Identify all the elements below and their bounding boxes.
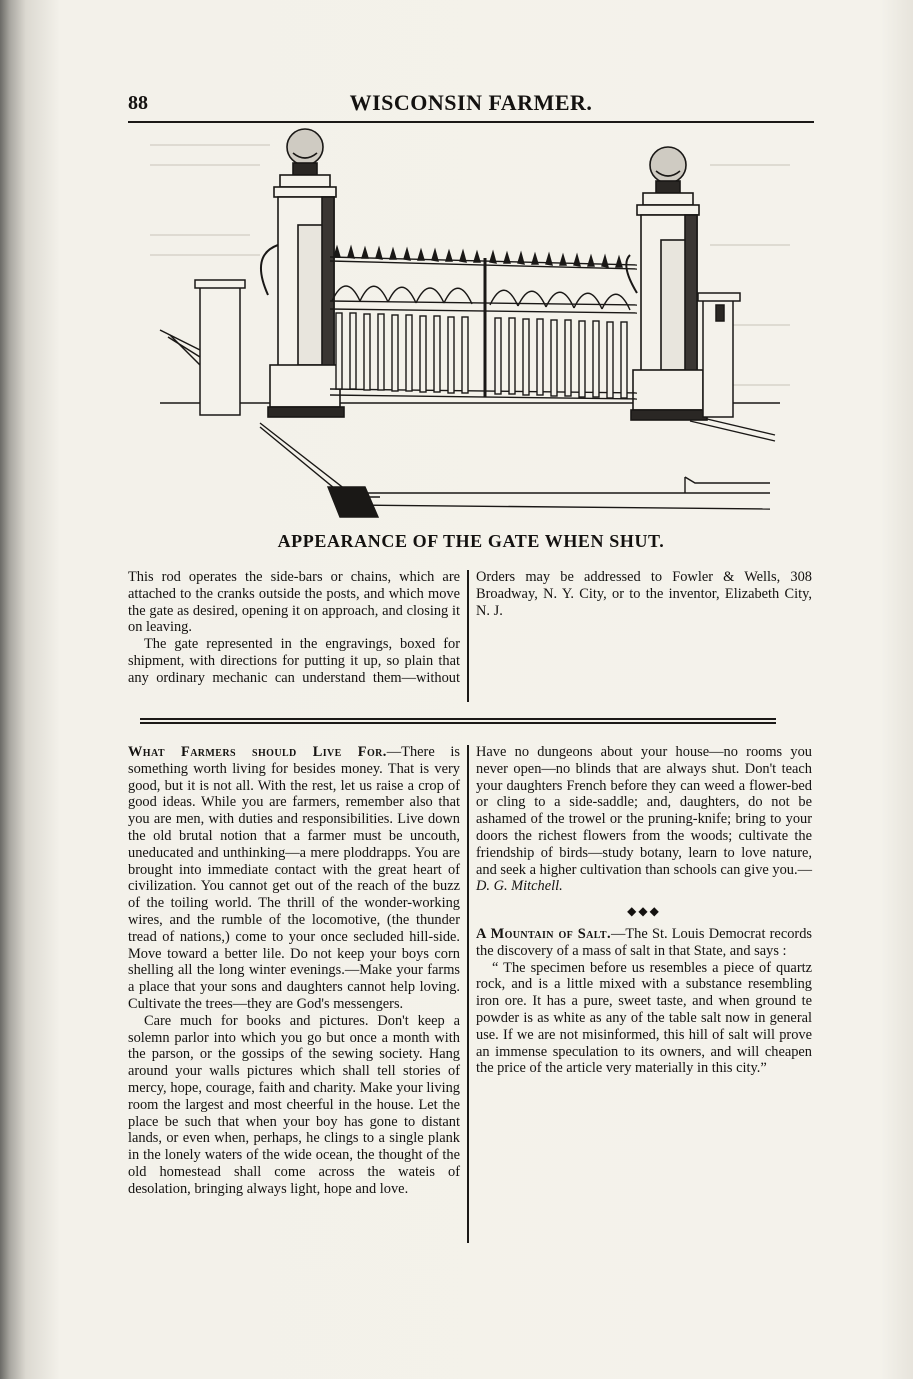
left-gate-post [268,129,344,417]
farmers-article-title: What Farmers should Live For. [128,744,387,760]
section-ornament: ◆◆◆ [627,904,661,919]
iron-gate-engraving [150,125,790,530]
section-rule-upper [140,718,776,720]
farmers-article-paragraph-3: Have no dungeons about your house—no rooms you never open—no blinds that are always shut. Don't teach your daughters French before they can weed a flower-bed or cling to a side-saddle; and, daughters, do not be ashamed of the trowel or the pruning-knife; bring to your doors the richest flowers from the woods; cultivate the friendship of birds—study botany, learn to love nature, and seek a higher cultivation than schools can give you.—D. G. Mitchell. [476,744,812,895]
gate-article-paragraph-2: The gate represented in the engravings, boxed for shipment, with directions for putting it up, so plain that any ordinary mechanic can understand them—without [128,636,460,686]
gate-article-paragraph-1: This rod operates the side-bars or chains, which are attached to the cranks outside the posts, and which move the gate as desired, opening it on approach, and closing it on leaving. [128,569,460,636]
section-rule-lower [140,722,776,724]
page-number: 88 [128,92,148,114]
figure-caption: APPEARANCE OF THE GATE WHEN SHUT. [277,531,665,551]
farmers-article-paragraph-1: What Farmers should Live For.—There is something worth living for besides money. That is very good, but it is not all. With the rest, let us raise a crop of good ideas. While you are farmers, remember also that you are men, with duties and responsibilities. Live down the old brutal notion that a farmer must be uncouth, uneducated and unthinking—a mere ploddrapps. You are brought into immediate contact with the great heart of civilization. You cannot get out of the reach of the buzz of the toiling world. The thrill of the wonder-working wires, and the rumble of the locomotive, (the thunder tread of nations,) come to your once secluded hill-side. Move toward a better lile. Do not keep your boys corn shelling all the long winter evenings.—Make your farms a place that your sons and daughters cannot help loving. Cultivate the trees—they are God's messengers. [128,744,461,1012]
right-gate-post [631,147,707,420]
salt-article-paragraph-1: A Mountain of Salt.—The St. Louis Democrat records the discovery of a mass of salt in that State, and says : [476,925,812,959]
salt-article-column [476,744,812,1077]
left-wall [160,280,245,415]
running-head [128,88,814,118]
gate-bars [336,313,627,398]
gate-article-paragraph-3: Orders may be addressed to Fowler & Wells, 308 Broadway, N. Y. City, or to the inventor, Elizabeth City, N. J. [476,569,812,619]
column-divider-top [467,570,469,702]
farmers-article-signature: D. G. Mitchell. [476,878,563,895]
right-wall [698,293,740,417]
gate-article-right-column [476,569,812,619]
gate-article-left-column [128,569,460,686]
gate-arches [332,286,630,310]
salt-article-title: A Mountain of Salt. [476,925,611,942]
journal-title: WISCONSIN FARMER. [349,90,593,115]
header-rule [128,121,814,123]
salt-article-paragraph-2: “ The specimen before us resembles a piece of quartz rock, and is a little mixed with a substance resembling iron ore. It has a pure, sweet taste, and when ground te powder is as white as any of the table salt now in general use. If we are not misinformed, this hill of salt will prove an immense speculation to its owners, and will cheapen the price of the article very materially in this city.” [476,959,812,1077]
farmers-article-paragraph-2: Care much for books and pictures. Don't keep a solemn parlor into which you go but once a month with the parson, or the gossips of the sewing society. Hang around your walls pictures which shall tell stories of mercy, hope, courage, faith and charity. Make your living room the largest and most cheerful in the house. Let the place be such that when your boy has gone to distant lands, or even when, perhaps, he clings to a single plank in the lonely waters of the wide ocean, the thought of the old homestead shall come across the wateis of desolation, bringing always light, hope and love. [128,1012,460,1197]
farmers-article-column [128,744,460,1198]
column-divider-bottom [467,745,469,1243]
gate-spikes [334,247,622,267]
